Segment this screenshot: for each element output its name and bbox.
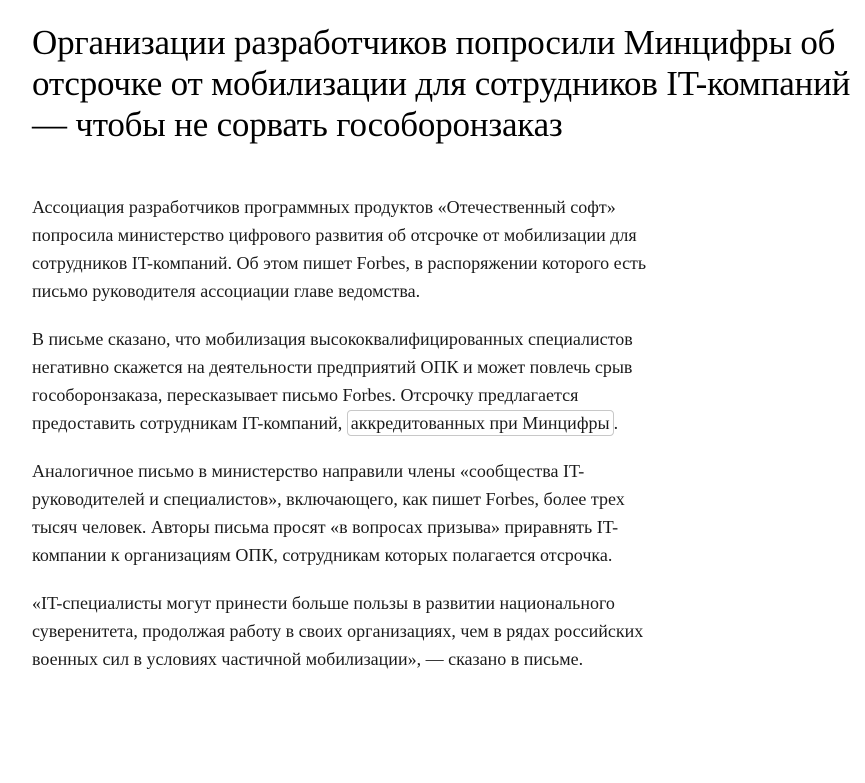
article bbox=[32, 22, 862, 693]
article-paragraph-1: Ассоциация разработчиков программных продуктов «Отечественный софт» попросила министерство цифрового развития об отсрочке от мобилизации для сотрудников IT-компаний. Об этом пишет Forbes, в распоряжении которого есть письмо руководителя ассоциации главе ведомства. bbox=[32, 197, 647, 301]
paragraph-2-end: . bbox=[613, 413, 619, 433]
article-paragraph-3: Аналогичное письмо в министерство направили члены «сообщества IT-руководителей и специалистов», включающего, как пишет Forbes, более трех тысяч человек. Авторы письма просят «в вопросах призыва» приравнять IT-компании к организациям ОПК, сотрудникам которых полагается отсрочка. bbox=[32, 461, 625, 565]
paragraph-2-text: В письме сказано, что мобилизация высококвалифицированных специалистов негативно скажется на деятельности предприятий ОПК и может повлечь срыв гособоронзаказа, пересказывает письмо Forbes. Отсрочку предлагается предоставить сотрудникам IT-компаний, bbox=[32, 329, 633, 433]
article-paragraph-4: «IT-специалисты могут принести больше пользы в развитии национального суверенитета, продолжая работу в своих организациях, чем в рядах российских военных сил в условиях частичной мобилизации», — сказано в письме. bbox=[32, 593, 644, 669]
mintsifry-accreditation-link[interactable]: аккредитованных при Минцифры bbox=[347, 410, 614, 436]
article-headline: Организации разработчиков попросили Минцифры об отсрочке от мобилизации для сотрудников IT-компаний — чтобы не сорвать гособоронзаказ bbox=[32, 23, 851, 144]
article-body bbox=[32, 193, 672, 673]
article-paragraph-2 bbox=[32, 325, 672, 437]
